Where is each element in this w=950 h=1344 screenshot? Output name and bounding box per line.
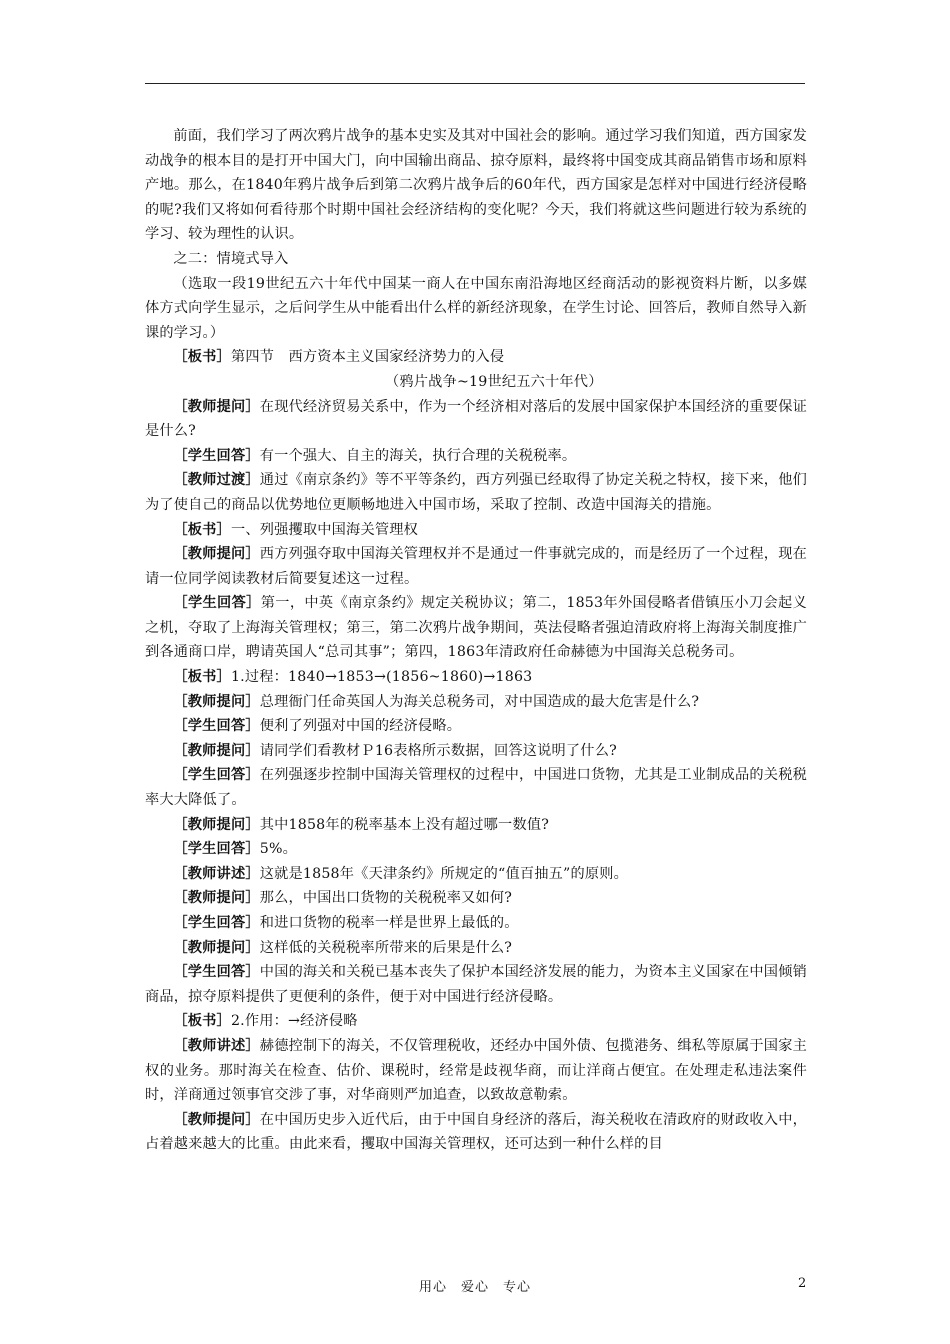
speaker-tag: ［教师提问］ (173, 939, 260, 956)
speaker-tag: ［学生回答］ (173, 841, 260, 858)
paragraph (145, 665, 807, 690)
paragraph (145, 1034, 807, 1108)
speaker-tag: ［板书］ (173, 521, 231, 538)
speaker-tag: ［学生回答］ (173, 767, 260, 784)
page-number: 2 (798, 1276, 807, 1291)
speaker-tag: ［教师提问］ (173, 890, 260, 907)
speaker-tag: ［学生回答］ (173, 915, 260, 931)
speaker-tag: ［教师提问］ (173, 742, 260, 759)
paragraph (145, 542, 807, 591)
paragraph-text: 前面，我们学习了两次鸦片战争的基本史实及其对中国社会的影响。通过学习我们知道，西方国家发动战争的根本目的是打开中国大门，向中国输出商品、掠夺原料，最终将中国变成其商品销售市场和原料产地。那么，在1840年鸦片战争后到第二次鸦片战争后的60年代，西方国家是怎样对中国进行经济侵略的呢?我们又将如何看待那个时期中国社会经济结构的变化呢？今天，我们将就这些问题进行较为系统的学习、较为理性的认识。 (145, 128, 807, 243)
paragraph (145, 1108, 807, 1157)
paragraph-text: 有一个强大、自主的海关，执行合理的关税税率。 (259, 447, 577, 464)
paragraph (145, 911, 807, 936)
paragraph-text: 在中国历史步入近代后，由于中国自身经济的落后，海关税收在清政府的财政收入中，占着越来越大的比重。由此来看，攫取中国海关管理权，还可达到一种什么样的目 (145, 1111, 807, 1153)
speaker-tag: ［教师提问］ (173, 546, 260, 563)
speaker-tag: ［学生回答］ (173, 964, 260, 981)
paragraph-text: 在现代经济贸易关系中，作为一个经济相对落后的发展中国家保护本国经济的重要保证是什么? (145, 398, 807, 440)
paragraph (145, 936, 807, 961)
paragraph-text: 在列强逐步控制中国海关管理权的过程中，中国进口货物，尤其是工业制成品的关税税率大大降低了。 (145, 767, 807, 809)
speaker-tag: ［教师讲述］ (173, 865, 260, 882)
paragraph (145, 886, 807, 911)
paragraph (145, 518, 807, 543)
header-rule (145, 83, 805, 84)
speaker-tag: ［教师提问］ (173, 693, 260, 710)
paragraph (145, 862, 807, 887)
speaker-tag: ［学生回答］ (173, 447, 260, 464)
paragraph (145, 714, 807, 739)
paragraph (145, 272, 807, 346)
paragraph-text: 这就是1858年《天津条约》所规定的“值百抽五”的原则。 (259, 865, 629, 882)
paragraph-text: 通过《南京条约》等不平等条约，西方列强已经取得了协定关税之特权，接下来，他们为了使自己的商品以优势地位更顺畅地进入中国市场，采取了控制、改造中国海关的措施。 (145, 472, 807, 513)
paragraph-text: （鸦片战争~19世纪五六十年代） (385, 373, 603, 390)
speaker-tag: ［教师讲述］ (173, 1037, 260, 1054)
paragraph (145, 444, 807, 469)
speaker-tag: ［学生回答］ (173, 718, 260, 735)
paragraph (145, 690, 807, 715)
paragraph-text: 这样低的关税税率所带来的后果是什么? (259, 939, 513, 956)
paragraph-text: 那么，中国出口货物的关税税率又如何? (259, 890, 513, 907)
paragraph (145, 124, 807, 247)
paragraph (145, 591, 807, 665)
paragraph-text: 中国的海关和关税已基本丧失了保护本国经济发展的能力，为资本主义国家在中国倾销商品，掠夺原料提供了更便利的条件，便于对中国进行经济侵略。 (145, 964, 807, 1005)
paragraph-text: 其中1858年的税率基本上没有超过哪一数值? (259, 816, 550, 833)
speaker-tag: ［教师提问］ (173, 1111, 260, 1128)
document-body (145, 124, 807, 1157)
paragraph-text: 5%。 (259, 841, 298, 858)
speaker-tag: ［板书］ (173, 1013, 231, 1030)
paragraph-text: 1.过程：1840→1853→(1856~1860)→1863 (230, 669, 533, 686)
paragraph-text: 西方列强夺取中国海关管理权并不是通过一件事就完成的，而是经历了一个过程，现在请一位同学阅读教材后简要复述这一过程。 (145, 546, 807, 587)
paragraph (145, 960, 807, 1009)
speaker-tag: ［教师提问］ (173, 398, 260, 415)
paragraph (145, 395, 807, 444)
speaker-tag: ［教师提问］ (173, 816, 260, 833)
paragraph (145, 837, 807, 862)
paragraph-text: 总理衙门任命英国人为海关总税务司，对中国造成的最大危害是什么? (259, 693, 700, 710)
paragraph-text: 第四节 西方资本主义国家经济势力的入侵 (230, 349, 505, 366)
section-subtitle (145, 370, 807, 395)
footer-motto: 用心 爱心 专心 (418, 1280, 531, 1295)
paragraph-text: 一、列强攫取中国海关管理权 (230, 521, 418, 538)
paragraph (145, 345, 807, 370)
paragraph-text: 便利了列强对中国的经济侵略。 (259, 718, 462, 735)
paragraph-text: 和进口货物的税率一样是世界上最低的。 (259, 915, 519, 931)
paragraph (145, 468, 807, 517)
paragraph (145, 763, 807, 812)
paragraph-text: 之二：情境式导入 (173, 250, 289, 267)
paragraph (145, 813, 807, 838)
speaker-tag: ［教师过渡］ (173, 472, 260, 489)
speaker-tag: ［学生回答］ (173, 595, 261, 612)
paragraph-text: （选取一段19世纪五六十年代中国某一商人在中国东南沿海地区经商活动的影视资料片断，以多媒体方式向学生显示，之后问学生从中能看出什么样的新经济现象，在学生讨论、回答后，教师自然导入新课的学习。） (145, 275, 807, 341)
speaker-tag: ［板书］ (173, 349, 231, 366)
paragraph-text: 赫德控制下的海关，不仅管理税收，还经办中国外债、包揽港务、缉私等原属于国家主权的业务。那时海关在检查、估价、课税时，经常是歧视华商，而让洋商占便宜。在处理走私违法案件时，洋商通过领事官交涉了事，对华商则严加追查，以致故意勒索。 (145, 1037, 807, 1104)
paragraph (145, 739, 807, 764)
paragraph-text: 2.作用：→经济侵略 (230, 1013, 358, 1030)
paragraph-text: 第一，中英《南京条约》规定关税协议；第二，1853年外国侵略者借镇压小刀会起义之机，夺取了上海海关管理权；第三，第二次鸦片战争期间，英法侵略者强迫清政府将上海海关制度推广到各通商口岸，聘请英国人“总司其事”；第四，1863年清政府任命赫德为中国海关总税务司。 (145, 595, 807, 661)
paragraph-text: 请同学们看教材Ｐ16表格所示数据，回答这说明了什么? (259, 742, 617, 759)
paragraph (145, 247, 807, 272)
paragraph (145, 1009, 807, 1034)
speaker-tag: ［板书］ (173, 669, 231, 686)
